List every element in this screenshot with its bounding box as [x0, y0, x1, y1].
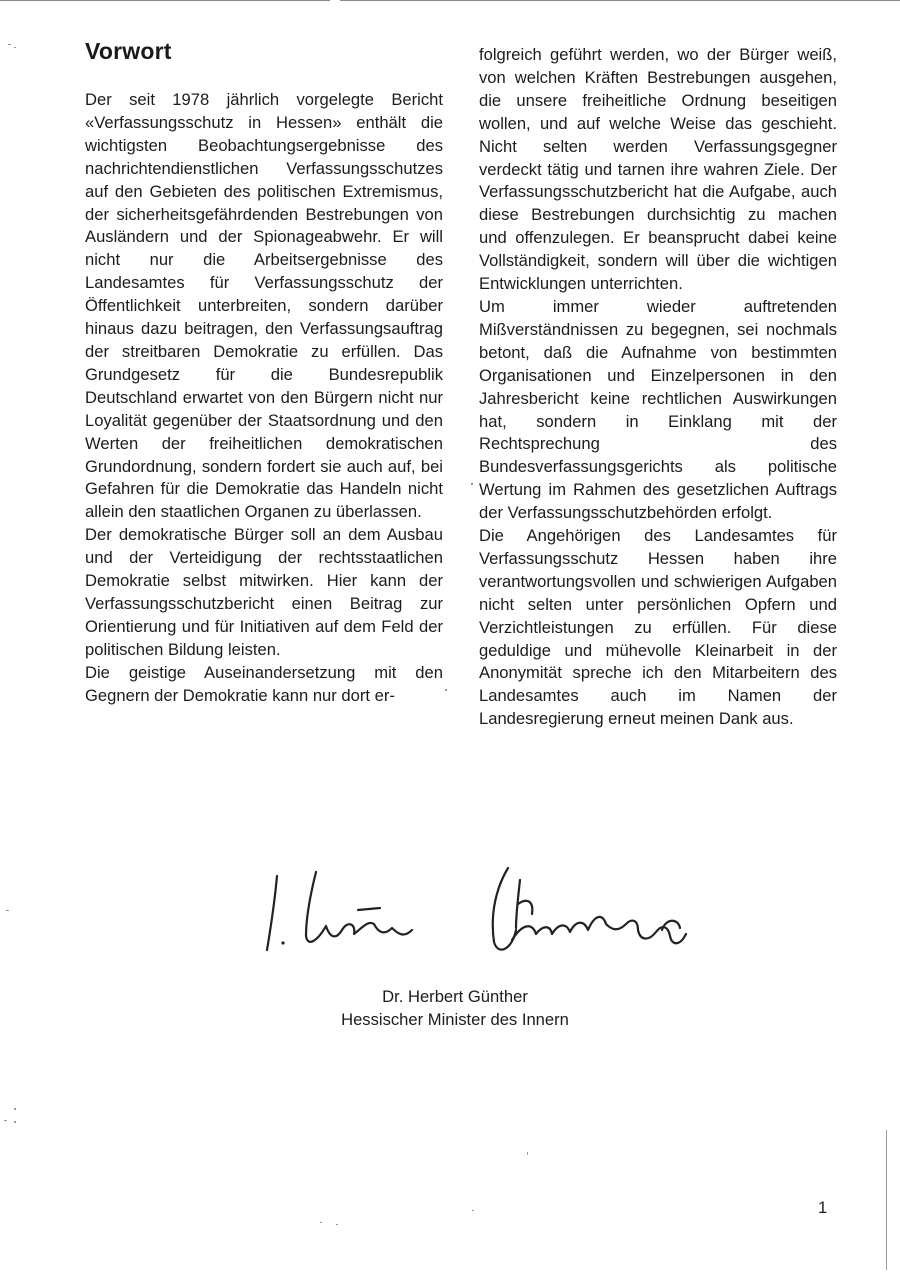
- top-rule-right: [340, 0, 900, 1]
- scan-speck: [527, 1152, 528, 1155]
- text-column-right: [479, 44, 837, 731]
- signatory-role: Hessischer Minister des Innern: [341, 1010, 569, 1029]
- paragraph: Die Angehörigen des Landesamtes für Verfassungsschutz Hessen haben ihre verantwortungsvollen und schwierigen Aufgaben nicht selten unter persönlichen Opfern und Verzichtleistungen zu erfüllen. Für diese geduldige und mühevolle Kleinarbeit in der Anonymität spreche ich den Mitarbeitern des Landesamtes auch im Namen der Landesregierung erneut meinen Dank aus.: [479, 526, 837, 729]
- scan-speck: [4, 1120, 7, 1121]
- paragraph: Die geistige Auseinandersetzung mit den Gegnern der Demokratie kann nur dort er-: [85, 662, 443, 705]
- scan-edge-right: [886, 1130, 887, 1270]
- signatory-name: Dr. Herbert Günther: [382, 987, 528, 1006]
- scan-speck: [14, 47, 16, 48]
- signature-block: [300, 985, 610, 1031]
- paragraph: folgreich geführt werden, wo der Bürger weiß, von welchen Kräften Bestrebungen ausgehen, die unsere freiheitliche Ordnung beseitigen wollen, und auf welche Weise das geschieht. Nicht selten werden Verfassungsgegner verdeckt tätig und tarnen ihre wahren Ziele. Der Verfassungsschutzbericht hat die Aufgabe, auch diese Bestrebungen durchsichtig zu machen und offenzulegen. Er beansprucht dabei keine Vollständigkeit, sondern will über die wichtigen Entwicklungen unterrichten.: [479, 45, 837, 294]
- page-title: Vorwort: [85, 38, 172, 64]
- paragraph: Um immer wieder auftretenden Mißverständnissen zu begegnen, sei nochmals betont, daß die Aufnahme von bestimmten Organisationen und Einzelpersonen in den Jahresbericht keine rechtlichen Auswirkungen hat, sondern in Einklang mit der Rechtsprechung des Bundesverfassungsgerichts als politische Wertung im Rahmen des gesetzlichen Auftrags der Verfassungsschutzbehörden erfolgt.: [479, 296, 837, 523]
- scan-speck: [6, 910, 9, 911]
- handwritten-signature: [250, 858, 700, 968]
- scan-speck: [471, 483, 473, 485]
- paragraph: Der demokratische Bürger soll an dem Ausbau und der Verteidigung der rechtsstaatlichen Demokratie selbst mitwirken. Hier kann der Verfassungsschutzbericht einen Beitrag zur Orientierung und für Initiativen auf dem Feld der politischen Bildung leisten.: [85, 525, 443, 659]
- scan-speck: [8, 44, 11, 45]
- scan-speck: [336, 1224, 338, 1225]
- page-number: 1: [818, 1198, 828, 1217]
- paragraph: Der seit 1978 jährlich vorgelegte Bericht «Verfassungsschutz in Hessen» enthält die wichtigsten Beobachtungsergebnisse des nachrichtendienstlichen Verfassungsschutzes auf den Gebieten des politischen Extremismus, der sicherheitsgefährdenden Bestrebungen von Ausländern und der Spionageabwehr. Er will nicht nur die Arbeitsergebnisse des Landesamtes für Verfassungsschutz der Öffentlichkeit unterbreiten, sondern darüber hinaus dazu beitragen, den Verfassungsauftrag der streitbaren Demokratie zu erfüllen. Das Grundgesetz für die Bundesrepublik Deutschland erwartet von den Bürgern nicht nur Loyalität gegenüber der Staatsordnung und den Werten der freiheitlichen demokratischen Grundordnung, sondern fordert sie auch auf, bei Gefahren für die Demokratie das Handeln nicht allein den staatlichen Organen zu überlassen.: [85, 90, 443, 522]
- scan-speck: [14, 1121, 16, 1123]
- scan-speck: [445, 689, 447, 691]
- scan-speck: [472, 1210, 474, 1211]
- top-rule-left: [0, 0, 330, 1]
- scan-speck: [320, 1222, 322, 1223]
- text-column-left: [85, 89, 443, 707]
- scan-speck: [14, 1108, 16, 1110]
